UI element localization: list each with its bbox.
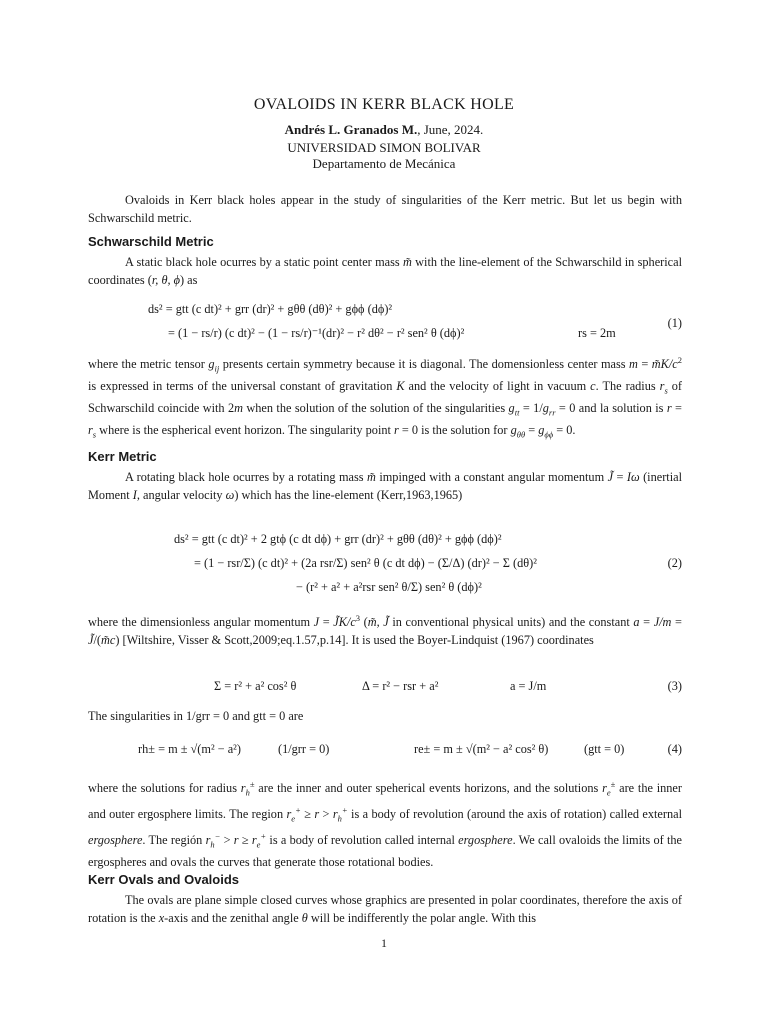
page-number: 1 [381,936,387,950]
equation-1-number: (1) [667,316,682,330]
schwarschild-explanation-paragraph: where the metric tensor $g_{ij}$ presents certain symmetry because it is diagonal. The domensionless center mass $m = m̃K/c^2$ is expressed in terms of the universal constant of gravitation K and the velocity of light in vacuum c. The radius $r_s$ of Schwarschild coincide with 2m when the solution of the solution of the singularities $g_{tt} = 1/g_{rr} = 0$ and la solution is $r = r_s$ where is the espherical event horizon. The singularity point r = 0 is the solution for $g_{\theta\theta} = g_{\phi\phi} = 0$. [88,355,683,440]
equation-3-a: a = J/m [510,679,547,693]
intro-text: Ovaloids in Kerr black holes appear in the study of singularities of the Kerr metric. But let us begin with Schwarschild metric. [88,193,682,225]
kerr-ovals-paragraph: The ovals are plane simple closed curves whose graphics are presented in polar coordinates, therefore the axis of rotation is the x-axis and the zenithal angle θ will be indifferently the polar angle. With this [88,893,682,925]
equation-4-ergosphere: re± = m ± √(m² − a² cos² θ) [414,742,549,756]
equation-4-number: (4) [667,742,682,756]
author-name: Andrés L. Granados M. [284,122,418,137]
equation-2-number: (2) [667,556,682,570]
kerr-intro-paragraph: A rotating black hole ocurres by a rotating mass m̃ impinged with a constant angular momentum J̃ = Iω (inertial Moment I, angular velocity ω) which has the line-element (Kerr,1963,1965) [88,470,682,502]
ergosphere-paragraph: where the solutions for radius $r_h^\pm$ are the inner and outer speherical events horizons, and the solutions $r_e^\pm$ are the inner and outer ergosphere limits. The region $r_e^+ \ge r > r_h^+$ is a body of revolution (around the axis of rotation) called external ergosphere. The región $r_h^- > r \ge r_e^+$ is a body of revolution called internal ergosphere. We call ovaloids the limits of the ergospheres and ovals the curves that generate those rotational bodies. [88,779,682,870]
equation-2-line-2: = (1 − rsr/Σ) (c dt)² + (2a rsr/Σ) sen² θ (c dt dϕ) − (Σ/Δ) (dr)² − Σ (dθ)² [194,556,537,570]
equation-2-line-3: − (r² + a² + a²rsr sen² θ/Σ) sen² θ (dϕ)² [296,580,482,594]
equation-3-delta: Δ = r² − rsr + a² [362,679,439,693]
equation-1-line-1: ds² = gtt (c dt)² + grr (dr)² + gθθ (dθ)² + gϕϕ (dϕ)² [148,302,393,316]
equation-4-ergosphere-condition: (gtt = 0) [584,742,625,756]
kerr-momentum-paragraph: where the dimensionless angular momentum $J = J̃K/c^3$ (m̃, J̃ in conventional physical units) and the constant a = J/m = J̃/(m̃c) [Wiltshire, Visser & Scott,2009;eq.1.57,p.14]. It is used the Boyer-Lindquist (1967) coordinates [88,613,682,647]
section-heading-kerr: Kerr Metric [88,449,157,464]
equation-4-horizon-condition: (1/grr = 0) [278,742,330,756]
section-heading-schwarschild: Schwarschild Metric [88,234,214,249]
department: Departamento de Mecánica [312,156,456,171]
equation-2-line-1: ds² = gtt (c dt)² + 2 gtϕ (c dt dϕ) + grr (dr)² + gθθ (dθ)² + gϕϕ (dϕ)² [174,532,502,546]
equation-3-number: (3) [667,679,682,693]
author-date: , June, 2024. [417,122,484,137]
equation-3-sigma: Σ = r² + a² cos² θ [214,679,297,693]
schwarschild-intro-paragraph: A static black hole ocurres by a static point center mass m̃ with the line-element of the Schwarschild in spherical coordinates (r, θ, ϕ) as [88,255,682,287]
institution: UNIVERSIDAD SIMON BOLIVAR [287,140,481,155]
equation-4-horizon: rh± = m ± √(m² − a²) [138,742,241,756]
equation-1-line-2: = (1 − rs/r) (c dt)² − (1 − rs/r)⁻¹(dr)² − r² dθ² − r² sen² θ (dϕ)² [168,326,465,340]
section-heading-kerr-ovals: Kerr Ovals and Ovaloids [88,872,240,887]
equation-1-side: rs = 2m [578,326,616,340]
intro-paragraph [88,192,682,227]
paper-title: OVALOIDS IN KERR BLACK HOLE [253,96,515,113]
singularities-line: The singularities in 1/grr = 0 and gtt = 0 are [88,709,304,723]
author-line [0,122,768,138]
